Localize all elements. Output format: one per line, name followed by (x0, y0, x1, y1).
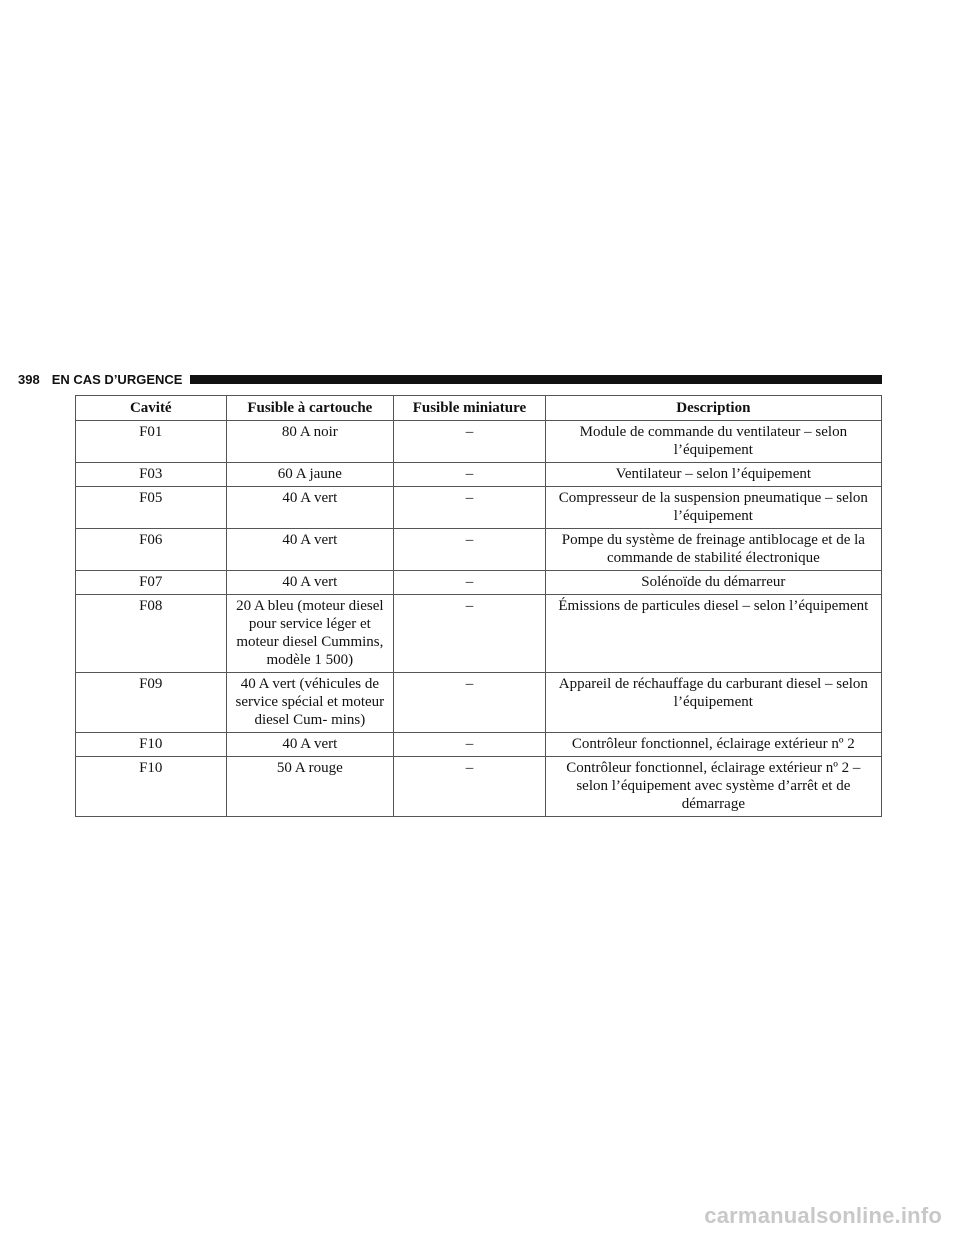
table-header-row (76, 396, 882, 421)
cell-description: Ventilateur – selon l’équipement (545, 463, 881, 487)
cell-mini-fuse: – (394, 487, 546, 529)
cell-cavity: F07 (76, 571, 227, 595)
table-row (76, 529, 882, 571)
cell-cartridge-fuse: 40 A vert (226, 733, 394, 757)
cell-cavity: F08 (76, 595, 227, 673)
cell-cavity: F05 (76, 487, 227, 529)
column-header: Fusible miniature (394, 396, 546, 421)
page-number: 398 (18, 371, 40, 387)
cell-cartridge-fuse: 50 A rouge (226, 757, 394, 817)
cell-description: Contrôleur fonctionnel, éclairage extérieur nº 2 – selon l’équipement avec système d’arrêt et de démarrage (545, 757, 881, 817)
cell-cavity: F01 (76, 421, 227, 463)
table-row (76, 733, 882, 757)
cell-description: Compresseur de la suspension pneumatique – selon l’équipement (545, 487, 881, 529)
cell-mini-fuse: – (394, 463, 546, 487)
cell-description: Pompe du système de freinage antiblocage et de la commande de stabilité électronique (545, 529, 881, 571)
cell-mini-fuse: – (394, 757, 546, 817)
table-row (76, 757, 882, 817)
cell-cartridge-fuse: 40 A vert (véhicules de service spécial et moteur diesel Cum- mins) (226, 673, 394, 733)
cell-cavity: F10 (76, 757, 227, 817)
cell-cavity: F10 (76, 733, 227, 757)
table-row (76, 421, 882, 463)
table-row (76, 463, 882, 487)
watermark: carmanualsonline.info (704, 1203, 942, 1228)
cell-cartridge-fuse: 40 A vert (226, 487, 394, 529)
page-header (18, 371, 882, 387)
cell-cartridge-fuse: 40 A vert (226, 571, 394, 595)
section-title: EN CAS D’URGENCE (51, 371, 183, 387)
header-rule (190, 375, 882, 384)
cell-cartridge-fuse: 20 A bleu (moteur diesel pour service léger et moteur diesel Cummins, modèle 1 500) (226, 595, 394, 673)
table-row (76, 487, 882, 529)
cell-mini-fuse: – (394, 421, 546, 463)
cell-description: Émissions de particules diesel – selon l’équipement (545, 595, 881, 673)
cell-mini-fuse: – (394, 673, 546, 733)
cell-description: Appareil de réchauffage du carburant diesel – selon l’équipement (545, 673, 881, 733)
table-row (76, 595, 882, 673)
table-row (76, 673, 882, 733)
cell-mini-fuse: – (394, 595, 546, 673)
cell-cavity: F03 (76, 463, 227, 487)
cell-mini-fuse: – (394, 529, 546, 571)
cell-cartridge-fuse: 40 A vert (226, 529, 394, 571)
cell-description: Solénoïde du démarreur (545, 571, 881, 595)
cell-cavity: F06 (76, 529, 227, 571)
cell-cartridge-fuse: 80 A noir (226, 421, 394, 463)
column-header: Description (545, 396, 881, 421)
cell-mini-fuse: – (394, 733, 546, 757)
column-header: Fusible à cartouche (226, 396, 394, 421)
cell-description: Module de commande du ventilateur – selon l’équipement (545, 421, 881, 463)
table-row (76, 571, 882, 595)
column-header: Cavité (76, 396, 227, 421)
cell-cartridge-fuse: 60 A jaune (226, 463, 394, 487)
cell-mini-fuse: – (394, 571, 546, 595)
cell-description: Contrôleur fonctionnel, éclairage extérieur nº 2 (545, 733, 881, 757)
cell-cavity: F09 (76, 673, 227, 733)
fuse-table (75, 395, 882, 817)
